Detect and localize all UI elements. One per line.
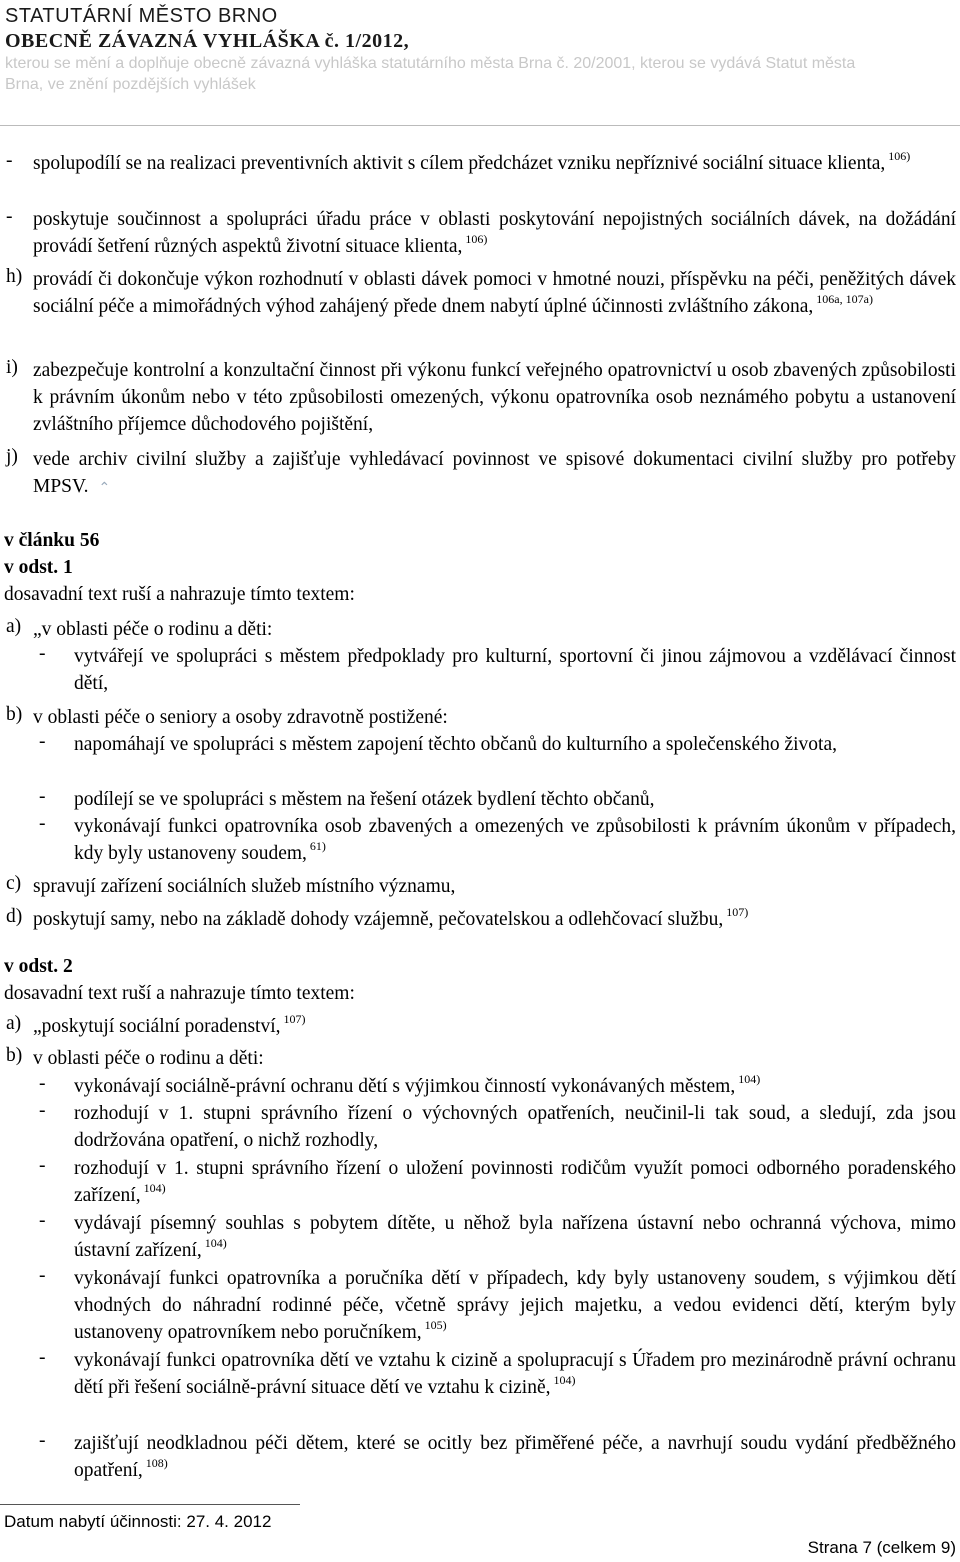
subsection-heading: v odst. 1 <box>4 557 73 578</box>
item-text: vede archiv civilní služby a zajišťuje vyhledávací povinnost ve spisové dokumentaci civilní služby pro potřeby MPSV. ⌃ <box>33 449 956 497</box>
item-marker: - <box>6 206 13 227</box>
item-text: poskytuje součinnost a spolupráci úřadu práce v oblasti poskytování nepojistných sociálních dávek, na dožádání provádí šetření různých aspektů životní situace klienta, $^{106)}$ <box>33 209 956 257</box>
item-text: rozhodují v 1. stupni správního řízení o uložení povinnosti rodičům využít pomoci odborného poradenského zařízení, $^{104)}$ <box>74 1158 956 1206</box>
dash-marker: - <box>39 1100 46 1121</box>
list-item-a2 <box>0 1013 956 1040</box>
item-marker: b) <box>6 1045 23 1066</box>
item-text: napomáhají ve spolupráci s městem zapojení těchto občanů do kulturního a společenského života, <box>74 734 837 755</box>
sub-item <box>0 1155 956 1209</box>
footer-divider <box>0 1504 300 1505</box>
item-text: zajišťují neodkladnou péči dětem, které se ocitly bez přiměřené péče, a navrhují soudu vydání předběžného opatření, $^{108)}$ <box>74 1433 956 1481</box>
list-item-h <box>0 266 956 320</box>
list-item-d <box>0 906 956 933</box>
sub-item <box>0 813 956 867</box>
dash-marker: - <box>39 813 46 834</box>
item-text: vytvářejí ve spolupráci s městem předpoklady pro kulturní, sportovní či jinou zájmovou a vzdělávací činnost dětí, <box>74 646 956 694</box>
dash-marker: - <box>39 1430 46 1451</box>
dash-marker: - <box>39 643 46 664</box>
replacement-note: dosavadní text ruší a nahrazuje tímto textem: <box>4 584 355 605</box>
effective-date: Datum nabytí účinnosti: 27. 4. 2012 <box>4 1512 272 1531</box>
item-marker: a) <box>6 616 22 637</box>
sub-item <box>0 1073 956 1100</box>
list-item-a <box>0 616 956 643</box>
item-text: rozhodují v 1. stupni správního řízení o výchovných opatřeních, neučinil-li tak soud, a sledují, zda jsou dodržována opatření, o nichž rozhodly, <box>74 1103 956 1151</box>
item-text: vykonávají funkci opatrovníka dětí ve vztahu k cizině a spolupracují s Úřadem pro mezinárodně právní ochranu dětí při řešení sociálně-právní situace dětí ve vztahu k cizině, $^{104)}$ <box>74 1350 956 1398</box>
item-marker: d) <box>6 906 23 927</box>
sub-item <box>0 1210 956 1264</box>
header-divider <box>0 125 960 126</box>
sub-item <box>0 1100 956 1154</box>
item-text: „poskytují sociální poradenství, $^{107)}$ <box>33 1012 306 1037</box>
section-heading: v článku 56 <box>4 530 100 551</box>
item-text: v oblasti péče o seniory a osoby zdravotně postižené: <box>33 707 448 728</box>
item-text: provádí či dokončuje výkon rozhodnutí v oblasti dávek pomoci v hmotné nouzi, příspěvku na péči, peněžitých dávek sociální péče a mimořádných výhod zahájený přede dnem nabytí úplné účinnosti zvláštního zákona, $^{106a, 107a)}$ <box>33 269 956 317</box>
item-text: v oblasti péče o rodinu a děti: <box>33 1048 264 1069</box>
item-text: vykonávají funkci opatrovníka a poručníka dětí v případech, kdy byly ustanoveny soudem, s výjimkou dětí vhodných do náhradní rodinné péče, včetně správy jejich majetku, a vedou evidenci dětí, kterým byly ustanoveny opatrovníkem nebo poručníkem, $^{105)}$ <box>74 1268 956 1343</box>
dash-marker: - <box>39 1347 46 1368</box>
list-item-b2 <box>0 1045 956 1072</box>
item-marker: a) <box>6 1013 22 1034</box>
item-text: poskytují samy, nebo na základě dohody vzájemně, pečovatelskou a odlehčovací službu, $^{107)}$ <box>33 905 749 930</box>
sub-item <box>0 643 956 697</box>
item-marker: - <box>6 150 13 171</box>
list-item-i <box>0 357 956 438</box>
list-item-b <box>0 704 956 731</box>
header-subtitle-line1: kterou se mění a doplňuje obecně závazná vyhláška statutárního města Brna č. 20/2001, kterou se vydává Statut města <box>5 55 856 72</box>
edit-caret-icon: ⌃ <box>98 481 111 496</box>
item-text: spolupodílí se na realizaci preventivních aktivit s cílem předcházet vzniku nepříznivé sociální situace klienta, $^{106)}$ <box>33 149 911 174</box>
header-city: STATUTÁRNÍ MĚSTO BRNO <box>5 5 278 27</box>
dash-marker: - <box>39 1265 46 1286</box>
dash-marker: - <box>39 1155 46 1176</box>
sub-item <box>0 1347 956 1401</box>
item-marker: j) <box>6 446 18 467</box>
item-text: vydávají písemný souhlas s pobytem dítěte, u něhož byla nařízena ústavní nebo ochranná výchova, mimo ústavní zařízení, $^{104)}$ <box>74 1213 956 1261</box>
item-marker: h) <box>6 266 23 287</box>
list-item <box>0 206 956 260</box>
header-title: OBECNĚ ZÁVAZNÁ VYHLÁŠKA č. 1/2012, <box>5 30 410 52</box>
item-text: podílejí se ve spolupráci s městem na řešení otázek bydlení těchto občanů, <box>74 789 655 810</box>
page-header <box>5 3 855 95</box>
sub-item <box>0 731 956 758</box>
sub-item <box>0 786 956 813</box>
sub-item <box>0 1265 956 1346</box>
subsection-heading: v odst. 2 <box>4 956 73 977</box>
sub-item <box>0 1430 956 1484</box>
replacement-note: dosavadní text ruší a nahrazuje tímto textem: <box>4 983 355 1004</box>
list-item-j <box>0 446 956 502</box>
item-text: zabezpečuje kontrolní a konzultační činnost při výkonu funkcí veřejného opatrovnictví u osob zbavených způsobilosti k právním úkonům nebo v této způsobilosti omezených, výkonu opatrovníka osob neznámého pobytu a ustanovení zvláštního příjemce důchodového pojištění, <box>33 360 956 435</box>
item-marker: i) <box>6 357 18 378</box>
list-item <box>0 150 956 177</box>
dash-marker: - <box>39 786 46 807</box>
dash-marker: - <box>39 1210 46 1231</box>
page-number: Strana 7 (celkem 9) <box>807 1538 956 1557</box>
item-text: vykonávají funkci opatrovníka osob zbavených a omezených ve způsobilosti k právním úkonům v případech, kdy byly ustanoveny soudem, $^{61)}$ <box>74 816 956 864</box>
item-text: vykonávají sociálně-právní ochranu dětí s výjimkou činností vykonávaných městem, $^{104)}$ <box>74 1072 761 1097</box>
header-subtitle-line2: Brna, ve znění pozdějších vyhlášek <box>5 76 256 93</box>
item-marker: c) <box>6 873 22 894</box>
dash-marker: - <box>39 731 46 752</box>
item-text: spravují zařízení sociálních služeb místního významu, <box>33 876 456 897</box>
item-marker: b) <box>6 704 23 725</box>
list-item-c <box>0 873 956 900</box>
dash-marker: - <box>39 1073 46 1094</box>
item-text: „v oblasti péče o rodinu a děti: <box>33 619 273 640</box>
